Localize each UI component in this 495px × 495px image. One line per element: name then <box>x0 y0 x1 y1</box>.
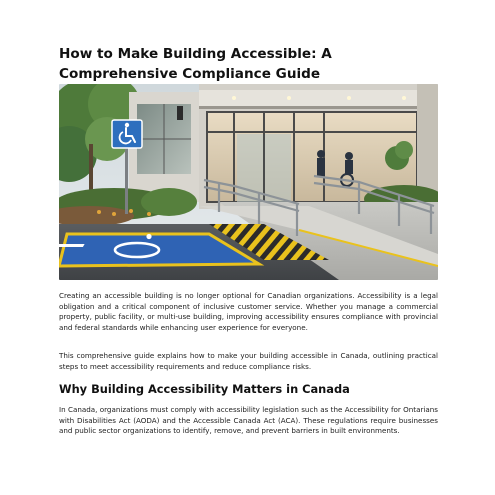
page-title: How to Make Building Accessible: A Comprehensive Compliance Guide <box>59 46 332 82</box>
intro-paragraph: Creating an accessible building is no longer optional for Canadian organizations. Accessibility is a legal obligation and a critical component of inclusive customer service. Whether you manage a commercial property, public facility, or multi-use building, improving accessibility ensures compliance with provincial and federal standards while enhancing user experience for everyone. <box>59 291 438 332</box>
section-paragraph: In Canada, organizations must comply with accessibility legislation such as the Accessibility for Ontarians with Disabilities Act (AODA) and the Accessible Canada Act (ACA). These regulations require businesses and public sector organizations to identify, remove, and prevent barriers in built environments. <box>59 405 438 435</box>
hero-image <box>59 84 438 280</box>
section-heading: Why Building Accessibility Matters in Canada <box>59 382 350 396</box>
guide-summary-paragraph: This comprehensive guide explains how to make your building accessible in Canada, outlining practical steps to meet accessibility requirements and reduce compliance risks. <box>59 351 438 371</box>
wheelchair-accessibility-icon <box>112 120 142 148</box>
